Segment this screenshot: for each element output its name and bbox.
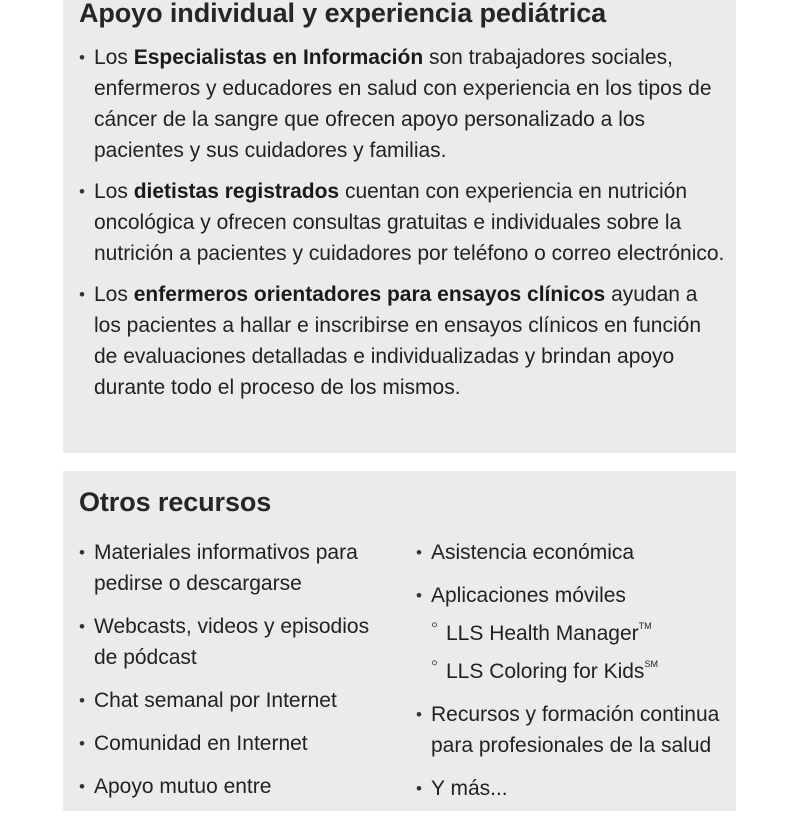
list-item: • Comunidad en Internet [79, 728, 389, 759]
list-item: • Apoyo mutuo entre [79, 771, 389, 802]
item-text: cuentan con experiencia en nutrición oncológica y ofrecen consultas gratuitas e individuales sobre la nutrición a pacientes y cuidadores por teléfono o correo electrónico. [94, 180, 725, 265]
list-item: • Materiales informativos para pedirse o descargarse [79, 537, 389, 599]
item-prefix: Los [94, 283, 134, 306]
section-title-resources: Otros recursos [79, 487, 272, 517]
item-text: son trabajadores sociales, enfermeros y educadores en salud con experiencia en los tipos de cáncer de la sangre que ofrecen apoyo personalizado a los pacientes y sus cuidadores y familias. [94, 46, 712, 162]
item-prefix: Los [94, 46, 134, 69]
item-bold-term: enfermeros orientadores para ensayos clínicos [133, 283, 606, 306]
list-item [79, 42, 726, 166]
resources-right-column [416, 537, 726, 816]
sublist-item [431, 649, 726, 687]
support-list [79, 42, 726, 413]
servicemark-mark: SM [644, 659, 658, 669]
sublist-item [431, 611, 726, 649]
item-bold-term: dietistas registrados [133, 180, 340, 203]
app-name: LLS Health Manager [446, 622, 639, 645]
list-item: • Webcasts, videos y episodios de pódcast [79, 611, 389, 673]
app-name: LLS Coloring for Kids [446, 660, 645, 683]
list-item: • Recursos y formación continua para profesionales de la salud [416, 699, 726, 761]
trademark-mark: TM [638, 621, 652, 631]
item-bold-term: Especialistas en Información [133, 46, 424, 69]
list-item [416, 580, 726, 687]
mobile-apps-sublist [431, 611, 726, 687]
section-title-support: Apoyo individual y experiencia pediátrica [79, 0, 607, 28]
list-item: • Y más... [416, 773, 726, 804]
list-item: • Asistencia económica [416, 537, 726, 568]
list-item [79, 176, 726, 269]
resources-panel [63, 471, 736, 811]
list-item [79, 279, 726, 403]
support-panel [63, 0, 736, 453]
item-text: Aplicaciones móviles [431, 584, 626, 607]
list-item: • Chat semanal por Internet [79, 685, 389, 716]
resources-left-column [79, 537, 389, 814]
item-prefix: Los [94, 180, 134, 203]
item-text: ayudan a los pacientes a hallar e inscribirse en ensayos clínicos en función de evaluaciones detalladas e individualizadas y brindan apoyo durante todo el proceso de los mismos. [94, 283, 702, 399]
